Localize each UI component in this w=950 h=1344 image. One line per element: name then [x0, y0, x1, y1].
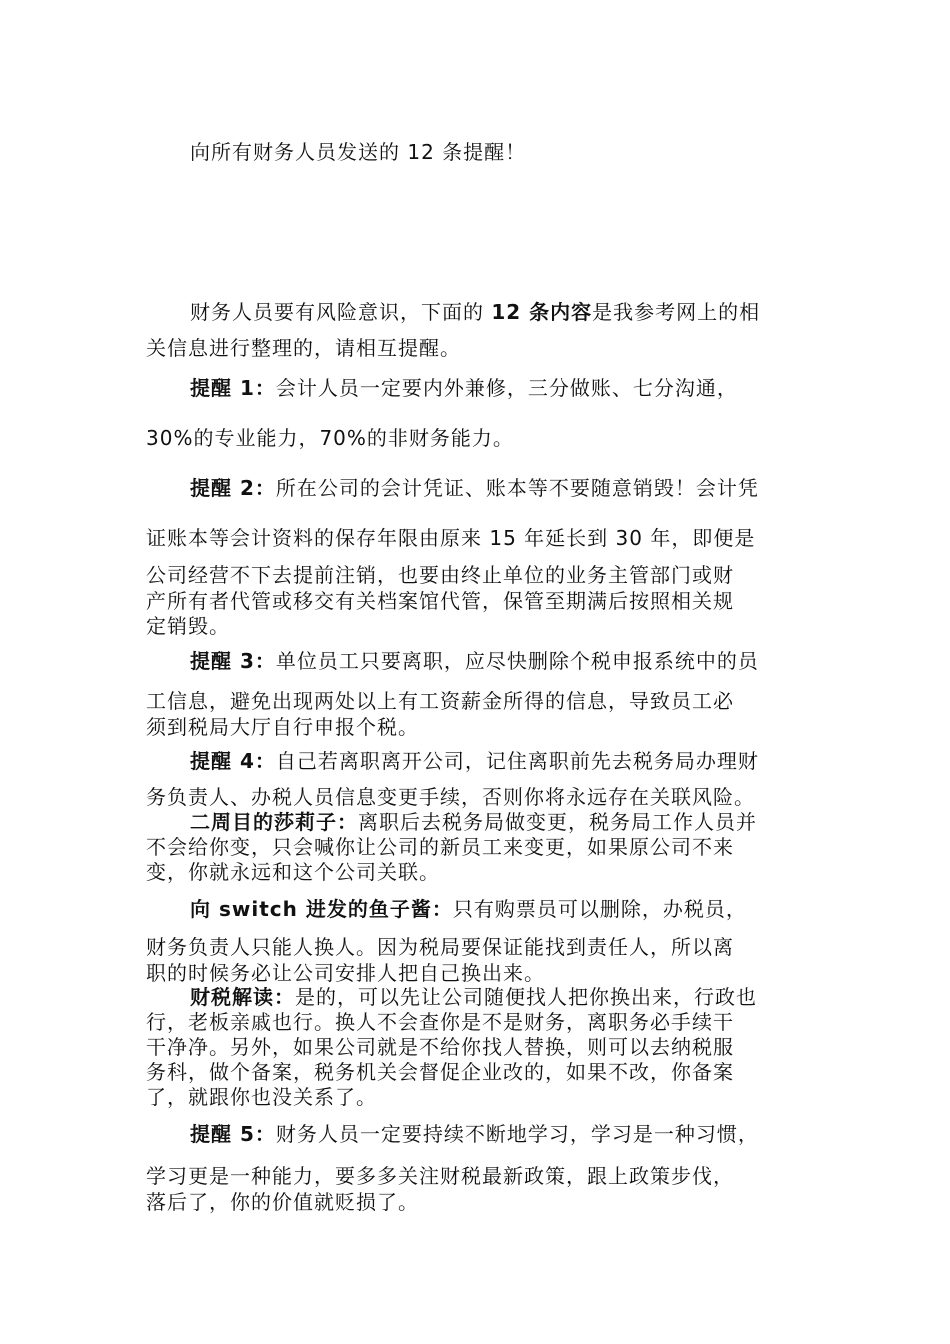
reminder-2-label: 提醒 2 [190, 476, 255, 500]
reminder-2-line-4: 产所有者代管或移交有关档案馆代管，保管至期满后按照相关规 [146, 589, 734, 613]
reminder-5-label: 提醒 5 [190, 1122, 255, 1146]
reminder-3 [146, 647, 816, 740]
colon: ： [254, 1122, 276, 1146]
intro-line-2: 关信息进行整理的，请相互提醒。 [146, 336, 461, 360]
comment-2 [146, 895, 816, 986]
reminder-5 [146, 1120, 816, 1215]
comment-2-line-1 [146, 895, 816, 923]
reminder-1-label: 提醒 1 [190, 376, 255, 400]
intro-line-1 [146, 298, 816, 326]
reminder-text: 会计人员一定要内外兼修，三分做账、七分沟通， [275, 376, 738, 400]
colon: ： [254, 376, 276, 400]
comment-1-label: 二周目的莎莉子： [190, 810, 358, 834]
comment-2-label: 向 switch 进发的鱼子酱： [190, 897, 453, 921]
comment-1-line-3: 变，你就永远和这个公司关联。 [146, 860, 440, 884]
comment-3 [146, 985, 816, 1110]
reminder-2 [146, 474, 816, 639]
comment-3-line-1 [146, 985, 816, 1010]
reminder-5-line-3: 落后了，你的价值就贬损了。 [146, 1190, 419, 1214]
reminder-1-line-2: 30%的专业能力，70%的非财务能力。 [146, 426, 514, 450]
reminder-2-line-1 [146, 474, 816, 502]
reminder-2-line-5: 定销毁。 [146, 614, 230, 638]
reminder-3-line-3: 须到税局大厅自行申报个税。 [146, 715, 419, 739]
intro-paragraph [146, 298, 816, 362]
colon: ： [254, 749, 276, 773]
reminder-2-line-3: 公司经营不下去提前注销，也要由终止单位的业务主管部门或财 [146, 563, 734, 587]
comment-text: 只有购票员可以删除，办税员， [452, 897, 747, 921]
reminder-5-line-2: 学习更是一种能力，要多多关注财税最新政策，跟上政策步伐， [146, 1164, 734, 1188]
reminder-3-label: 提醒 3 [190, 649, 255, 673]
comment-2-line-3: 职的时候务必让公司安排人把自己换出来。 [146, 961, 545, 985]
reminder-text: 单位员工只要离职，应尽快删除个税申报系统中的员 [275, 649, 759, 673]
reminder-3-line-1 [146, 647, 816, 675]
comment-3-line-4: 务科，做个备案，税务机关会督促企业改的，如果不改，你备案 [146, 1060, 734, 1084]
comment-3-label: 财税解读： [190, 985, 295, 1009]
comment-1 [146, 810, 816, 885]
reminder-text: 所在公司的会计凭证、账本等不要随意销毁！会计凭 [275, 476, 759, 500]
comment-3-line-3: 干净净。另外，如果公司就是不给你找人替换，则可以去纳税服 [146, 1035, 734, 1059]
comment-3-line-2: 行，老板亲戚也行。换人不会查你是不是财务，离职务必手续干 [146, 1010, 734, 1034]
comment-1-line-1 [146, 810, 816, 835]
reminder-2-line-2: 证账本等会计资料的保存年限由原来 15 年延长到 30 年，即便是 [146, 526, 756, 550]
colon: ： [254, 476, 276, 500]
colon: ： [254, 649, 276, 673]
document-title: 向所有财务人员发送的 12 条提醒！ [190, 140, 527, 164]
comment-1-line-2: 不会给你变，只会喊你让公司的新员工来变更，如果原公司不来 [146, 835, 734, 859]
comment-text: 离职后去税务局做变更，税务局工作人员并 [358, 810, 757, 834]
intro-text: 是我参考网上的相 [592, 300, 761, 324]
reminder-5-line-1 [146, 1120, 816, 1148]
reminder-4-line-1 [146, 747, 816, 775]
reminder-4 [146, 747, 816, 811]
reminder-text: 自己若离职离开公司，记住离职前先去税务局办理财 [275, 749, 759, 773]
intro-bold-text: 12 条内容 [491, 300, 593, 324]
comment-2-line-2: 财务负责人只能人换人。因为税局要保证能找到责任人，所以离 [146, 935, 734, 959]
reminder-1 [146, 374, 816, 452]
intro-text: 财务人员要有风险意识，下面的 [190, 300, 492, 324]
reminder-3-line-2: 工信息，避免出现两处以上有工资薪金所得的信息，导致员工必 [146, 689, 734, 713]
reminder-4-line-2: 务负责人、办税人员信息变更手续，否则你将永远存在关联风险。 [146, 785, 755, 809]
reminder-text: 财务人员一定要持续不断地学习，学习是一种习惯， [275, 1122, 759, 1146]
comment-3-line-5: 了，就跟你也没关系了。 [146, 1085, 377, 1109]
reminder-4-label: 提醒 4 [190, 749, 255, 773]
comment-text: 是的，可以先让公司随便找人把你换出来，行政也 [295, 985, 757, 1009]
reminder-1-line-1 [146, 374, 816, 402]
